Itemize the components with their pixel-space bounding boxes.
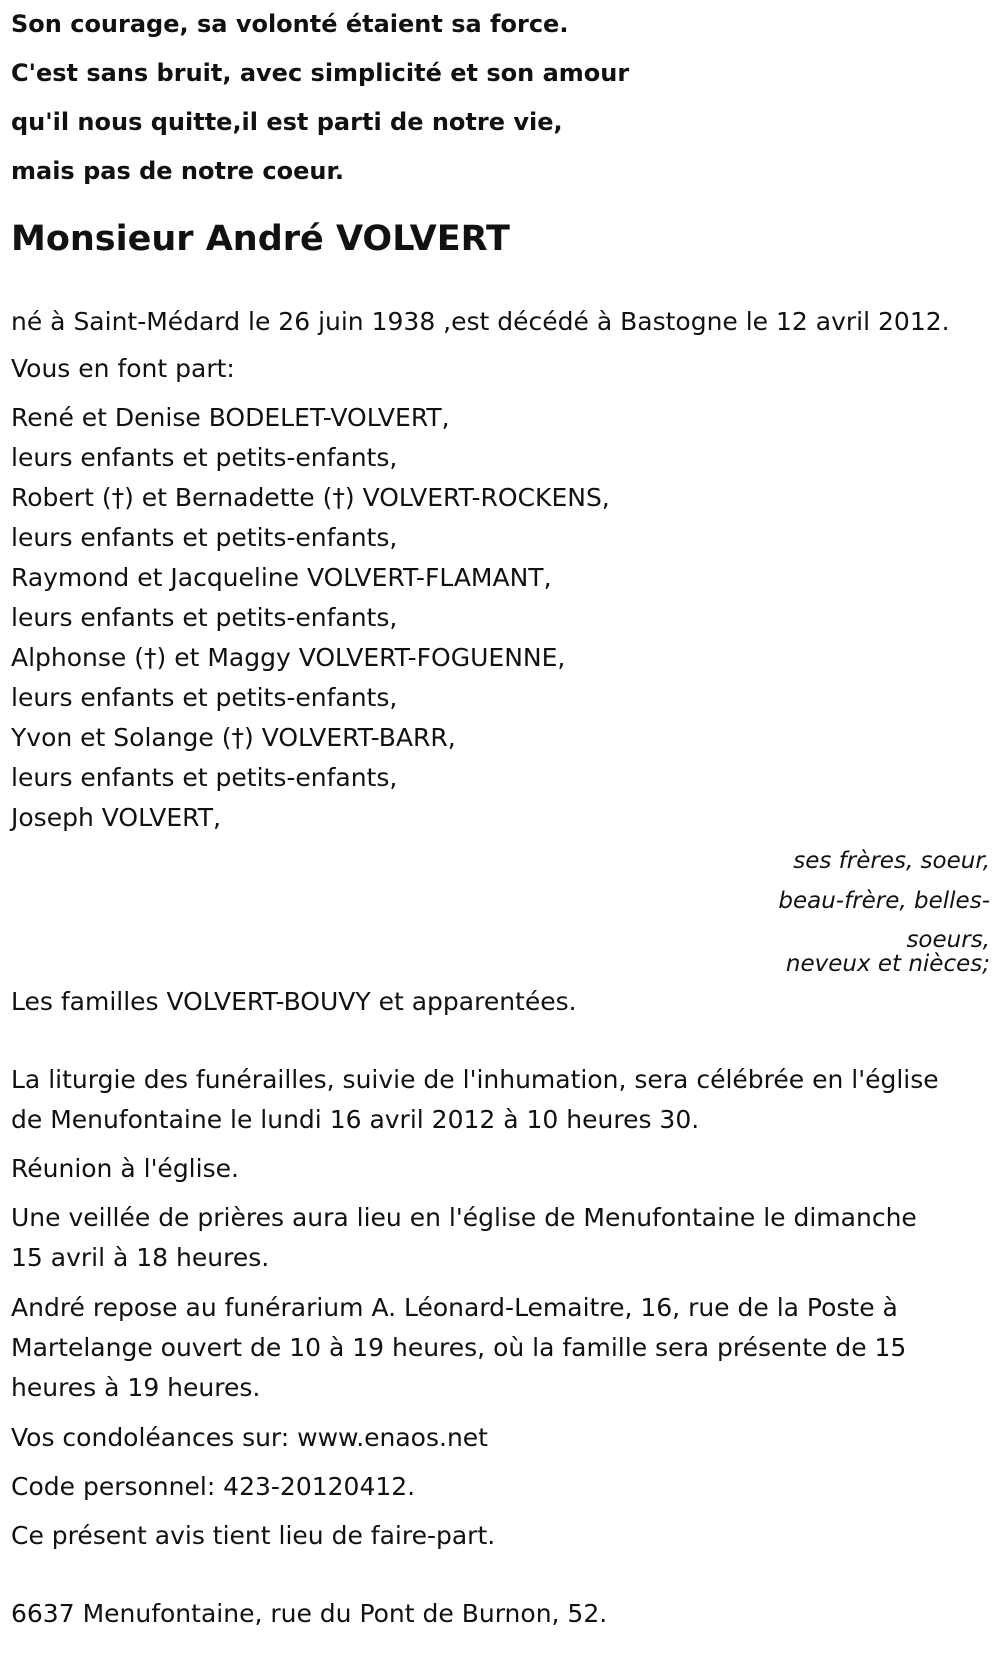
family-line: Robert (†) et Bernadette (†) VOLVERT-ROCKENS,: [11, 483, 610, 512]
poem-line: qu'il nous quitte,il est parti de notre vie,: [11, 108, 563, 136]
vigil-line: Une veillée de prières aura lieu en l'église de Menufontaine le dimanche: [11, 1203, 917, 1232]
liturgy-line: La liturgie des funérailles, suivie de l'inhumation, sera célébrée en l'église: [11, 1065, 939, 1094]
liturgy-line: de Menufontaine le lundi 16 avril 2012 à 10 heures 30.: [11, 1105, 700, 1134]
rest-line: Martelange ouvert de 10 à 19 heures, où la famille sera présente de 15: [11, 1333, 907, 1362]
family-line: leurs enfants et petits-enfants,: [11, 763, 398, 792]
poem-line: Son courage, sa volonté étaient sa force.: [11, 10, 569, 38]
code-line: Code personnel: 423-20120412.: [11, 1472, 416, 1501]
rest-line: heures à 19 heures.: [11, 1373, 261, 1402]
notice-line: Ce présent avis tient lieu de faire-part.: [11, 1521, 496, 1550]
family-list: [11, 398, 610, 838]
families-line: Les familles VOLVERT-BOUVY et apparentées.: [11, 987, 577, 1016]
deceased-name: Monsieur André VOLVERT: [11, 219, 510, 259]
rest-line: André repose au funérarium A. Léonard-Lemaitre, 16, rue de la Poste à: [11, 1293, 898, 1322]
announce-intro: Vous en font part:: [11, 354, 235, 383]
vigil-line: 15 avril à 18 heures.: [11, 1243, 270, 1272]
birth-death-line: né à Saint-Médard le 26 juin 1938 ,est décédé à Bastogne le 12 avril 2012.: [11, 307, 950, 336]
meeting-line: Réunion à l'église.: [11, 1154, 239, 1183]
family-line: Yvon et Solange (†) VOLVERT-BARR,: [11, 723, 456, 752]
relation-line: neveux et nièces;: [785, 951, 990, 977]
family-line: leurs enfants et petits-enfants,: [11, 443, 398, 472]
relation-line: soeurs,: [906, 927, 990, 953]
family-line: René et Denise BODELET-VOLVERT,: [11, 403, 450, 432]
relation-line: beau-frère, belles-: [778, 888, 990, 914]
relation-line: ses frères, soeur,: [793, 848, 990, 874]
family-line: Alphonse (†) et Maggy VOLVERT-FOGUENNE,: [11, 643, 566, 672]
poem-line: mais pas de notre coeur.: [11, 157, 345, 185]
address-line: 6637 Menufontaine, rue du Pont de Burnon, 52.: [11, 1599, 608, 1628]
family-line: leurs enfants et petits-enfants,: [11, 683, 398, 712]
poem: [11, 0, 629, 196]
family-line: leurs enfants et petits-enfants,: [11, 523, 398, 552]
poem-line: C'est sans bruit, avec simplicité et son amour: [11, 59, 630, 87]
family-line: Raymond et Jacqueline VOLVERT-FLAMANT,: [11, 563, 552, 592]
family-line: leurs enfants et petits-enfants,: [11, 603, 398, 632]
condolences-line: Vos condoléances sur: www.enaos.net: [11, 1423, 488, 1452]
family-line: Joseph VOLVERT,: [11, 803, 221, 832]
